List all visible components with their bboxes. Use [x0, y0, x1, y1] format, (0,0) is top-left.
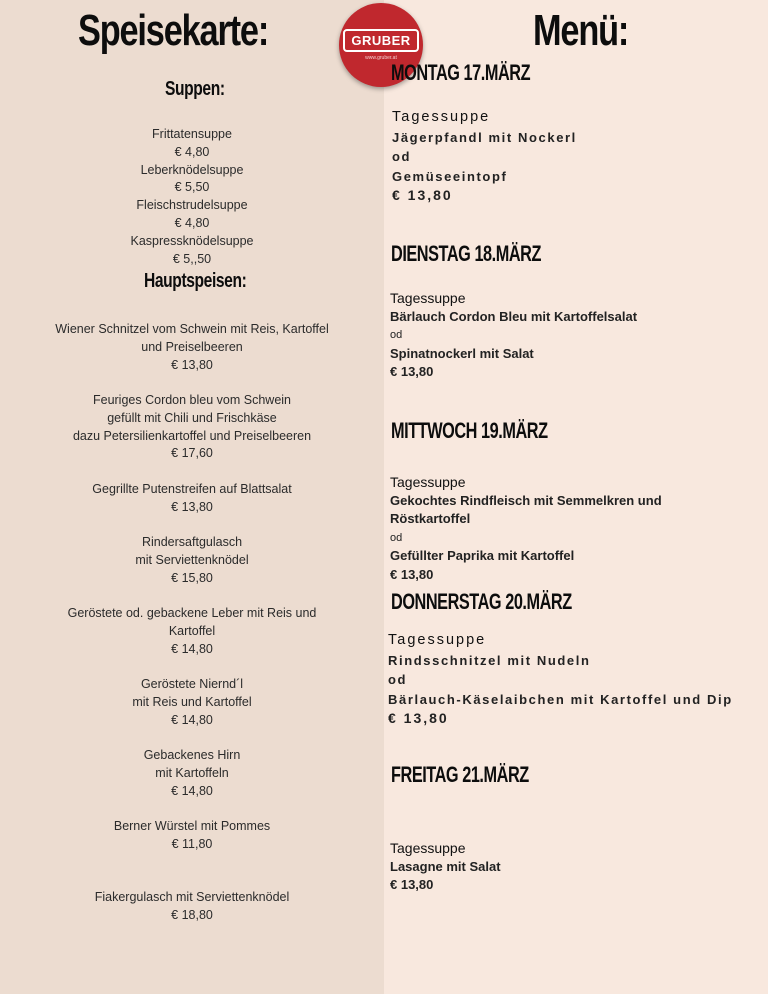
day-dish: Röstkartoffel	[390, 511, 471, 526]
main-item-line: Kartoffel	[168, 623, 216, 638]
soup-name: Kaspressknödelsuppe	[130, 233, 254, 248]
main-item-price: € 18,80	[171, 907, 213, 922]
day-block-monday	[392, 108, 577, 206]
main-item	[0, 676, 384, 729]
soups-list	[0, 126, 384, 268]
main-item-line: Geröstete Niernd´l	[140, 677, 244, 691]
main-item-price: € 13,80	[171, 357, 213, 372]
main-item-price: € 15,80	[171, 570, 213, 585]
main-item	[0, 534, 384, 587]
main-item	[0, 321, 384, 374]
day-dish: Gemüseeintopf	[392, 168, 508, 184]
day-soup: Tagessuppe	[390, 840, 466, 856]
day-heading-monday: MONTAG 17.MÄRZ	[391, 60, 531, 85]
main-item-line: Feuriges Cordon bleu vom Schwein	[92, 393, 292, 407]
day-block-wednesday	[390, 473, 662, 584]
day-price: € 13,80	[390, 566, 434, 582]
day-price: € 13,80	[392, 187, 453, 203]
logo-text: GRUBER	[343, 29, 418, 52]
day-soup: Tagessuppe	[392, 109, 491, 125]
main-item-price: € 14,80	[171, 783, 213, 798]
day-dish: Bärlauch-Käselaibchen mit Kartoffel und Dip	[388, 691, 733, 707]
main-item	[0, 392, 384, 463]
day-soup: Tagessuppe	[388, 632, 487, 648]
soup-name: Leberknödelsuppe	[140, 162, 244, 177]
main-item-line: mit Reis und Kartoffel	[132, 694, 252, 709]
soup-price: € 4,80	[174, 215, 210, 230]
main-item-price: € 13,80	[171, 499, 213, 514]
day-dish: Rindsschnitzel mit Nudeln	[388, 652, 591, 668]
day-soup: Tagessuppe	[390, 290, 466, 306]
soup-price: € 5,,50	[172, 251, 212, 266]
main-item	[0, 818, 384, 854]
day-dish: Jägerpfandl mit Nockerl	[392, 129, 577, 145]
day-dish: Spinatnockerl mit Salat	[390, 345, 534, 361]
day-or: od	[390, 329, 403, 341]
soup-name: Fleischstrudelsuppe	[136, 198, 248, 213]
main-item	[0, 747, 384, 800]
day-heading-friday: FREITAG 21.MÄRZ	[391, 762, 529, 787]
day-or: od	[390, 531, 403, 544]
main-item-price: € 14,80	[171, 641, 213, 656]
day-block-friday	[390, 839, 501, 895]
main-item-line: Gegrillte Putenstreifen auf Blattsalat	[92, 482, 292, 496]
day-soup: Tagessuppe	[390, 474, 466, 490]
soups-heading: Suppen:	[165, 78, 225, 100]
main-item-line: Wiener Schnitzel vom Schwein mit Reis, Kartoffel	[55, 322, 329, 336]
main-item-line: dazu Petersilienkartoffel und Preiselbeeren	[72, 428, 312, 443]
main-item-line: Fiakergulasch mit Serviettenknödel	[94, 890, 290, 904]
menu-title: Menü:	[533, 6, 629, 55]
logo-subtext: www.gruber.at	[365, 55, 397, 61]
main-item-line: und Preiselbeeren	[141, 339, 243, 354]
mains-heading: Hauptspeisen:	[144, 270, 247, 292]
day-heading-thursday: DONNERSTAG 20.MÄRZ	[391, 589, 572, 614]
day-block-tuesday	[390, 289, 637, 382]
day-block-thursday	[388, 631, 733, 729]
main-item-price: € 11,80	[171, 836, 213, 851]
main-item-line: Berner Würstel mit Pommes	[113, 819, 271, 833]
main-item	[0, 889, 384, 925]
day-price: € 13,80	[390, 364, 434, 379]
main-item-line: gefüllt mit Chili und Frischkäse	[107, 410, 277, 425]
day-or: od	[388, 672, 408, 687]
soup-name: Frittatensuppe	[152, 127, 232, 141]
day-price: € 13,80	[390, 877, 434, 892]
main-item-line: Rindersaftgulasch	[141, 535, 243, 549]
main-item	[0, 481, 384, 517]
day-dish: Bärlauch Cordon Bleu mit Kartoffelsalat	[390, 308, 638, 324]
soup-price: € 5,50	[174, 180, 210, 195]
day-price: € 13,80	[388, 710, 449, 726]
main-item	[0, 605, 384, 658]
day-dish: Gefüllter Paprika mit Kartoffel	[390, 548, 575, 563]
main-item-line: Geröstete od. gebackene Leber mit Reis und	[67, 606, 317, 620]
main-item-price: € 14,80	[171, 712, 213, 727]
main-item-line: mit Serviettenknödel	[135, 552, 249, 567]
soup-price: € 4,80	[174, 144, 210, 159]
main-item-line: mit Kartoffeln	[155, 765, 229, 780]
day-or: od	[392, 149, 412, 164]
speisekarte-title: Speisekarte:	[78, 6, 269, 55]
main-item-line: Gebackenes Hirn	[143, 748, 241, 762]
main-item-price: € 17,60	[171, 446, 213, 461]
day-dish: Lasagne mit Salat	[390, 858, 501, 874]
day-heading-tuesday: DIENSTAG 18.MÄRZ	[391, 241, 541, 266]
day-dish: Gekochtes Rindfleisch mit Semmelkren und	[390, 492, 662, 508]
day-heading-wednesday: MITTWOCH 19.MÄRZ	[391, 418, 548, 443]
